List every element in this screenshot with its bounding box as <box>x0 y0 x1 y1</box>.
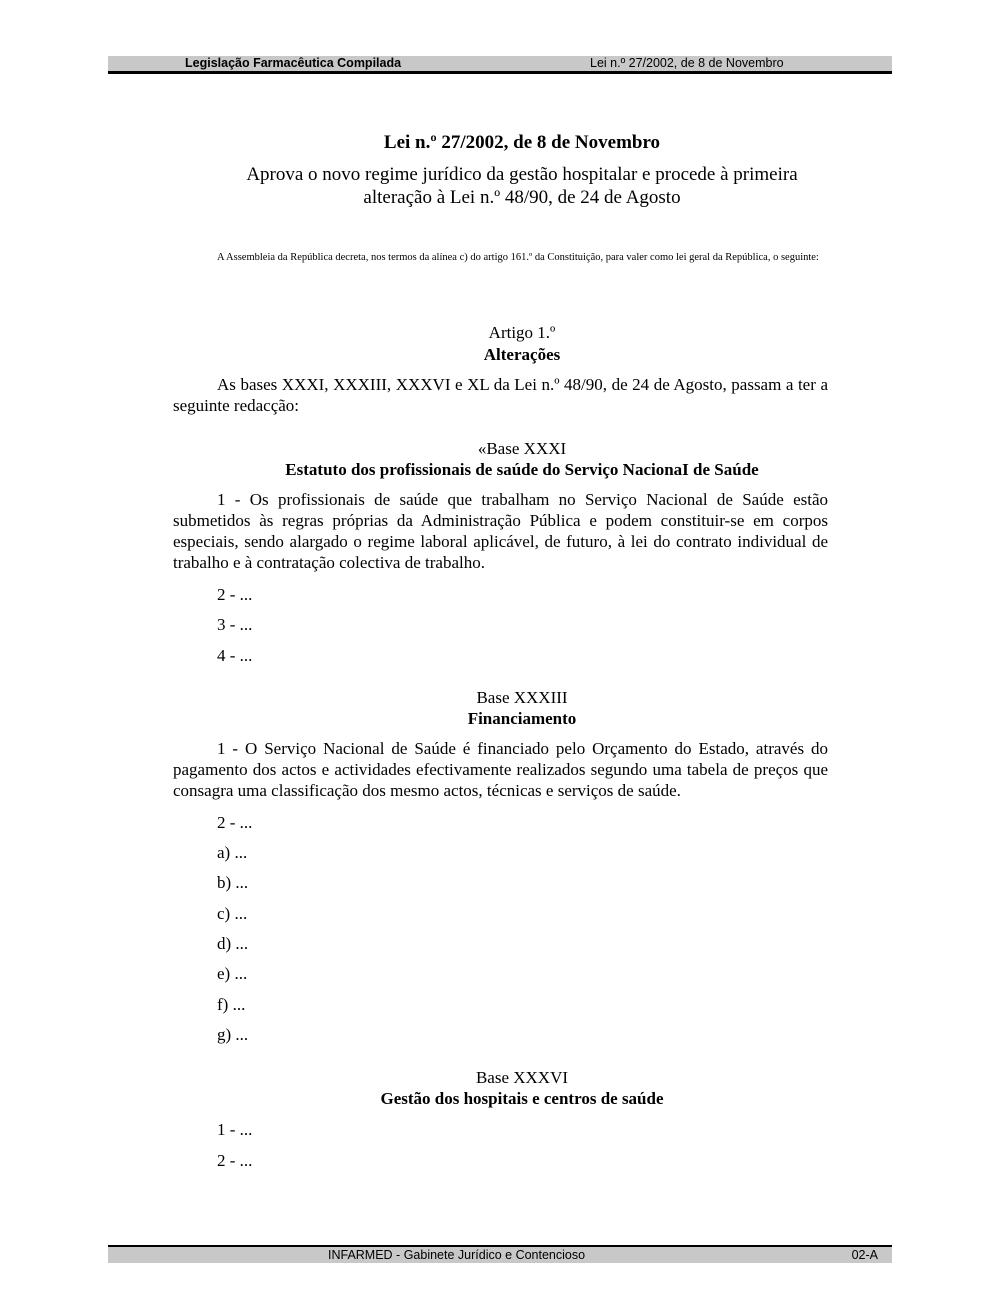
running-header <box>108 56 892 74</box>
base-xxxiii-item: f) ... <box>217 995 246 1014</box>
document-title: Lei n.º 27/2002, de 8 de Novembro <box>383 132 661 153</box>
article-number: Artigo 1.º <box>488 323 556 342</box>
article-intro: As bases XXXI, XXXIII, XXXVI e XL da Lei n.º 48/90, de 24 de Agosto, passam a ter a seguinte redacção: <box>173 375 828 415</box>
base-xxxvi-heading: Gestão dos hospitais e centros de saúde <box>380 1089 664 1108</box>
base-xxxi-paragraph-1: 1 - Os profissionais de saúde que trabalham no Serviço Nacional de Saúde estão submetidos às regras próprias da Administração Pública e podem constituir-se em corpos especiais, sendo alargado o regime laboral aplicável, de futuro, à lei do contrato individual de trabalho e à contratação colectiva de trabalho. <box>173 490 828 572</box>
article-heading: Alterações <box>483 345 561 364</box>
base-xxxi-item: 4 - ... <box>217 646 253 665</box>
base-xxxiii-number: Base XXXIII <box>476 688 568 707</box>
page-number: 02-A <box>851 1248 878 1262</box>
document-subtitle: Aprova o novo regime jurídico da gestão hospitalar e procede à primeira alteração à Lei n.º 48/90, de 24 de Agosto <box>246 164 798 208</box>
base-xxxvi-item: 2 - ... <box>217 1151 253 1170</box>
base-xxxiii-item: g) ... <box>217 1025 249 1044</box>
base-xxxvi-number: Base XXXVI <box>475 1068 569 1087</box>
base-xxxiii-item: a) ... <box>217 843 248 862</box>
base-xxxiii-item: c) ... <box>217 904 248 923</box>
footer-department: INFARMED - Gabinete Jurídico e Contencioso <box>328 1248 586 1262</box>
base-xxxiii-paragraph-1: 1 - O Serviço Nacional de Saúde é financiado pelo Orçamento do Estado, através do pagamento dos actos e actividades efectivamente realizados segundo uma tabela de preços que consagra uma classificação dos mesmo actos, técnicas e serviços de saúde. <box>173 739 828 800</box>
base-xxxvi-item: 1 - ... <box>217 1120 253 1139</box>
base-xxxi-heading: Estatuto dos profissionais de saúde do Serviço NacionaI de Saúde <box>285 460 759 479</box>
base-xxxiii-item: b) ... <box>217 873 249 892</box>
base-xxxiii-item: e) ... <box>217 964 248 983</box>
base-xxxi-item: 2 - ... <box>217 585 253 604</box>
header-collection-title: Legislação Farmacêutica Compilada <box>185 56 402 70</box>
preamble: A Assembleia da República decreta, nos termos da alínea c) do artigo 161.º da Constituição, para valer como lei geral da República, o seguinte: <box>217 252 819 263</box>
header-law-reference: Lei n.º 27/2002, de 8 de Novembro <box>590 56 784 70</box>
base-xxxi-number: «Base XXXI <box>477 439 567 458</box>
base-xxxi-item: 3 - ... <box>217 615 253 634</box>
base-xxxiii-item: d) ... <box>217 934 249 953</box>
running-footer <box>108 1245 892 1263</box>
base-xxxiii-item: 2 - ... <box>217 813 253 832</box>
base-xxxiii-heading: Financiamento <box>467 709 577 728</box>
